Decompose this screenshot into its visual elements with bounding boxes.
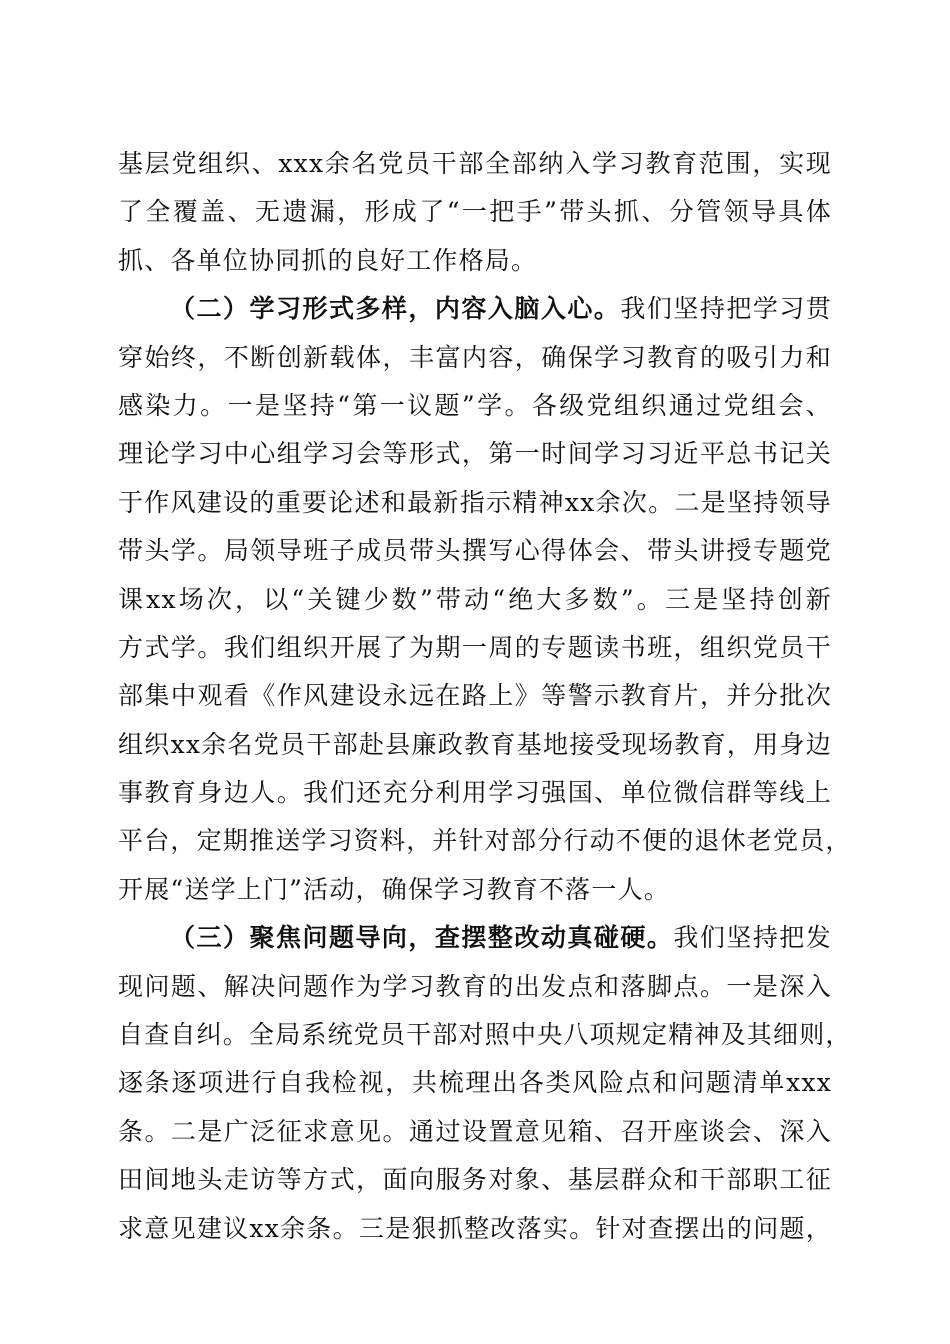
text-line xyxy=(118,285,832,333)
text-line: 基层党组织、xxx余名党员干部全部纳入学习教育范围，实现 xyxy=(118,149,832,178)
paragraph-3 xyxy=(118,914,852,1253)
text-line: 求意见建议xx余条。三是狠抓整改落实。针对查摆出的问题， xyxy=(118,1213,832,1243)
text-fragment: 我们坚持把学习贯 xyxy=(620,294,832,324)
paragraph-2 xyxy=(118,285,852,914)
paragraph-1 xyxy=(118,140,832,285)
section-heading-2: （二）学习形式多样，内容入脑入心。 xyxy=(170,294,621,324)
text-line: 现问题、解决问题作为学习教育的出发点和落脚点。一是深入 xyxy=(118,971,832,1001)
text-line: 方式学。我们组织开展了为期一周的专题读书班，组织党员干 xyxy=(118,632,832,662)
text-line: 自查自纠。全局系统党员干部对照中央八项规定精神及其细则， xyxy=(118,1020,852,1050)
text-line: 课xx场次，以“关键少数”带动“绝大多数”。三是坚持创新 xyxy=(118,584,832,614)
text-line: 逐条逐项进行自我检视，共梳理出各类风险点和问题清单xxx xyxy=(118,1068,832,1098)
text-line: 于作风建设的重要论述和最新指示精神xx余次。二是坚持领导 xyxy=(118,487,832,517)
text-line: 开展“送学上门”活动，确保学习教育不落一人。 xyxy=(118,874,670,904)
text-line: 感染力。一是坚持“第一议题”学。各级党组织通过党组会、 xyxy=(118,390,832,420)
text-line: 抓、各单位协同抓的良好工作格局。 xyxy=(118,245,538,275)
text-line: 条。二是广泛征求意见。通过设置意见箱、召开座谈会、深入 xyxy=(118,1116,832,1146)
text-line: 部集中观看《作风建设永远在路上》等警示教育片，并分批次 xyxy=(118,681,832,711)
text-line: 平台，定期推送学习资料，并针对部分行动不便的退休老党员， xyxy=(118,826,852,856)
text-line xyxy=(118,914,832,962)
text-line: 带头学。局领导班子成员带头撰写心得体会、带头讲授专题党 xyxy=(118,536,832,566)
text-line: 组织xx余名党员干部赴县廉政教育基地接受现场教育，用身边 xyxy=(118,729,832,759)
text-line: 穿始终，不断创新载体，丰富内容，确保学习教育的吸引力和 xyxy=(118,342,832,372)
text-line: 了全覆盖、无遗漏，形成了“一把手”带头抓、分管领导具体 xyxy=(118,197,832,227)
document-body xyxy=(118,140,852,1253)
text-line: 田间地头走访等方式，面向服务对象、基层群众和干部职工征 xyxy=(118,1165,832,1195)
section-heading-3: （三）聚焦问题导向，查摆整改动真碰硬。 xyxy=(170,923,674,953)
text-fragment: 我们坚持把发 xyxy=(673,923,832,953)
text-line: 理论学习中心组学习会等形式，第一时间学习习近平总书记关 xyxy=(118,439,832,469)
text-line: 事教育身边人。我们还充分利用学习强国、单位微信群等线上 xyxy=(118,778,832,808)
